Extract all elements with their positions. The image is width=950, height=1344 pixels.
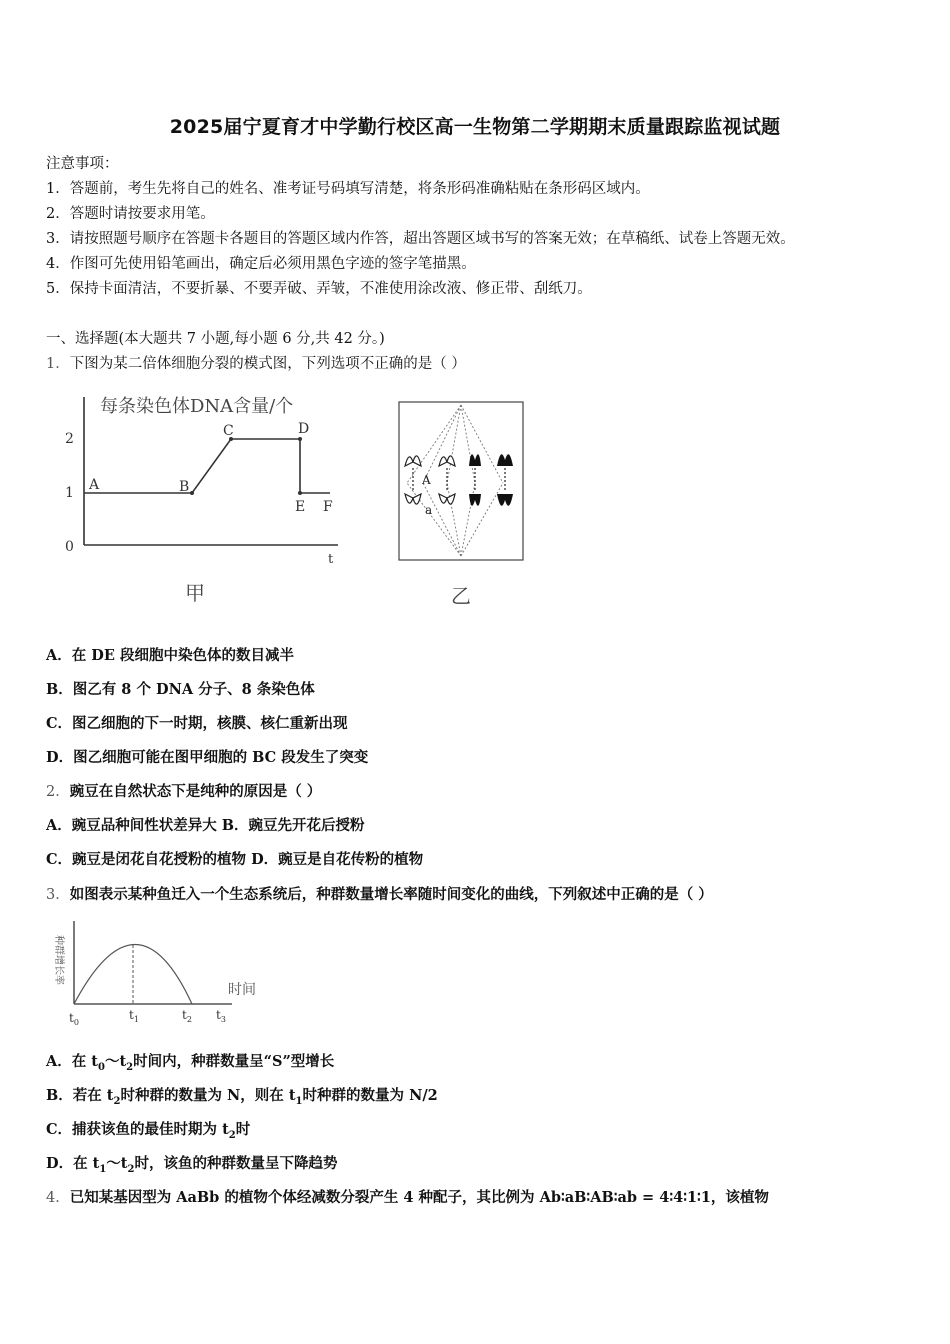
q2-option-row: A．豌豆品种间性状差异大 B．豌豆先开花后授粉 xyxy=(46,817,365,834)
point-label-f: F xyxy=(323,499,333,515)
point-label-c: C xyxy=(223,423,234,439)
question-text: 下图为某二倍体细胞分裂的模式图，下列选项不正确的是（ ） xyxy=(69,356,466,372)
x-axis-label: t xyxy=(328,552,334,567)
notice-item: 2．答题时请按要求用笔。 xyxy=(46,206,215,222)
point-label-a: A xyxy=(89,477,100,493)
q1-option-c: C．图乙细胞的下一时期，核膜、核仁重新出现 xyxy=(46,715,348,732)
notice-item: 1．答题前，考生先将自己的姓名、准考证号码填写清楚，将条形码准确粘贴在条形码区域内。 xyxy=(46,181,650,197)
tick-label-t2: $t_2$ xyxy=(182,1008,192,1024)
figure-yi-cell-diagram xyxy=(395,398,530,613)
page-title: 2025届宁夏育才中学勤行校区高一生物第二学期期末质量跟踪监视试题 xyxy=(169,116,781,138)
figure-caption-yi: 乙 xyxy=(451,584,471,608)
figure-growth-rate-chart xyxy=(42,915,282,1030)
q1-option-d: D．图乙细胞可能在图甲细胞的 BC 段发生了突变 xyxy=(46,749,369,766)
y-axis-label: 种群增长率 xyxy=(53,935,64,985)
gene-label-a-lower: a xyxy=(425,503,433,517)
question-text: 豌豆在自然状态下是纯种的原因是（ ） xyxy=(69,783,322,800)
point-b-marker xyxy=(190,491,194,495)
point-label-e: E xyxy=(295,499,306,515)
q1-option-a: A．在 DE 段细胞中染色体的数目减半 xyxy=(46,647,294,664)
notice-item: 3．请按照题号顺序在答题卡各题目的答题区域内作答，超出答题区域书写的答案无效；在草稿纸、试卷上答题无效。 xyxy=(46,231,795,247)
point-e-marker xyxy=(298,491,302,495)
question-2-stem xyxy=(46,780,321,801)
question-1-stem xyxy=(46,352,466,373)
q3-option-d: D．在 $t_1\sim t_2$时，该鱼的种群数量呈下降趋势 xyxy=(46,1155,338,1175)
chromosomes-upper xyxy=(405,454,513,466)
point-d-marker xyxy=(298,437,302,441)
q1-option-b: B．图乙有 8 个 DNA 分子、8 条染色体 xyxy=(46,681,315,698)
point-label-d: D xyxy=(298,421,310,437)
gene-label-a-upper: A xyxy=(422,473,431,487)
question-number: 2． xyxy=(46,784,70,800)
question-number: 1． xyxy=(46,356,70,372)
cell-frame xyxy=(399,402,523,560)
chromosomes-lower xyxy=(405,494,513,506)
tick-label-t3: $t_3$ xyxy=(216,1008,226,1024)
q3-option-b: B．若在 $t_2$时种群的数量为 N，则在 $t_1$时种群的数量为 N/2 xyxy=(46,1087,438,1107)
y-tick-label: 1 xyxy=(65,485,74,501)
question-number: 4． xyxy=(46,1190,70,1206)
question-text: 已知某基因型为 AaBb 的植物个体经减数分裂产生 4 种配子，其比例为 Ab∶aB∶AB∶ab = 4∶4∶1∶1，该植物 xyxy=(69,1189,769,1206)
q3-option-c: C．捕获该鱼的最佳时期为 $t_2$时 xyxy=(46,1121,251,1141)
figure-jia-chart xyxy=(55,385,355,615)
q2-option-row: C．豌豆是闭花自花授粉的植物 D．豌豆是自花传粉的植物 xyxy=(46,851,424,868)
y-axis-title: 每条染色体DNA含量/个 xyxy=(100,396,294,417)
question-4-stem xyxy=(46,1186,769,1207)
q3-option-a: A．在 $t_0\sim t_2$时间内，种群数量呈“S”型增长 xyxy=(46,1053,335,1073)
notice-heading: 注意事项： xyxy=(46,156,119,172)
question-number: 3． xyxy=(46,887,70,903)
notice-item: 4．作图可先使用铅笔画出，确定后必须用黑色字迹的签字笔描黑。 xyxy=(46,256,476,272)
question-text: 如图表示某种鱼迁入一个生态系统后，种群数量增长率随时间变化的曲线，下列叙述中正确的是（ ） xyxy=(69,886,713,903)
question-3-stem xyxy=(46,883,713,904)
dna-content-line xyxy=(84,439,330,493)
figure-caption-jia: 甲 xyxy=(185,581,205,605)
tick-label-t0: $t_0$ xyxy=(69,1011,79,1027)
section-heading: 一、选择题(本大题共 7 小题,每小题 6 分,共 42 分。) xyxy=(46,331,385,347)
y-tick-label: 0 xyxy=(65,539,74,555)
notice-item: 5．保持卡面清洁，不要折暴、不要弄破、弄皱，不准使用涂改液、修正带、刮纸刀。 xyxy=(46,281,592,297)
point-label-b: B xyxy=(179,479,190,495)
x-axis-label: 时间 xyxy=(228,982,256,998)
tick-label-t1: $t_1$ xyxy=(129,1008,139,1024)
y-tick-label: 2 xyxy=(65,431,74,447)
